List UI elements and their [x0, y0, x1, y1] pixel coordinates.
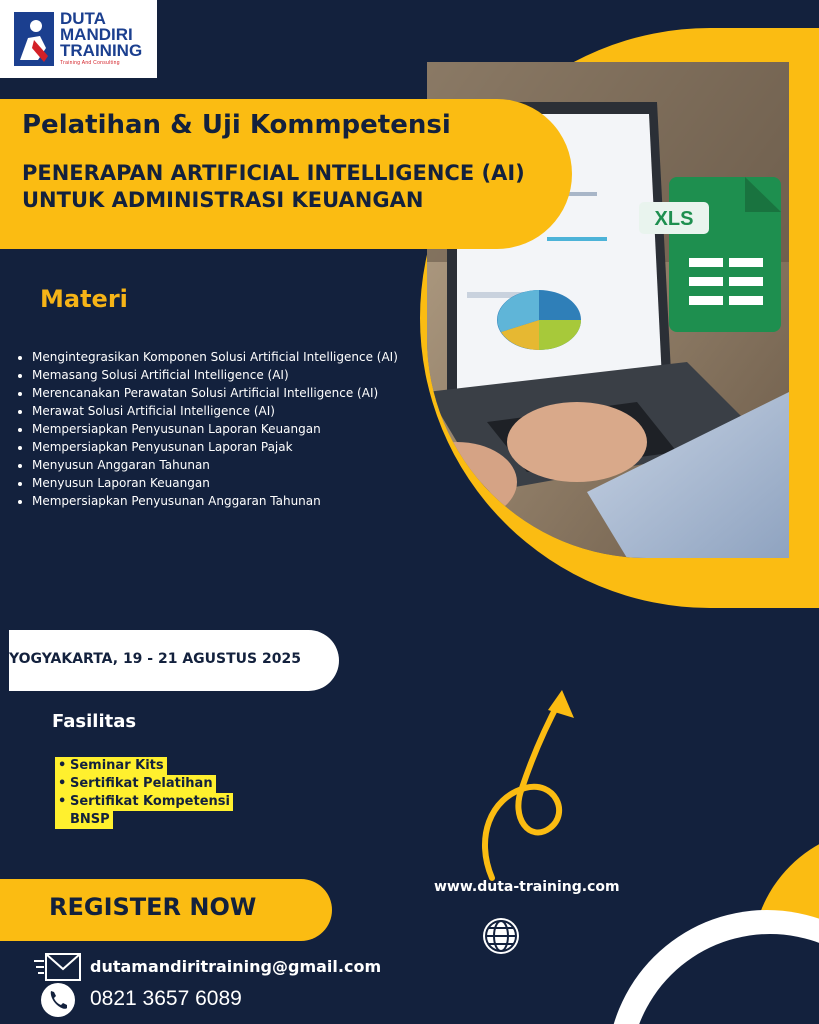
- fasilitas-list: [55, 757, 233, 829]
- list-item: • Menyusun Anggaran Tahunan: [32, 456, 442, 474]
- list-item: • Sertifikat Kompetensi: [55, 793, 233, 811]
- event-location-date: YOGYAKARTA, 19 - 21 AGUSTUS 2025: [9, 651, 301, 667]
- list-item: • Seminar Kits: [55, 757, 167, 775]
- logo-mark-icon: [14, 12, 54, 66]
- materi-heading: Materi: [40, 285, 128, 313]
- list-item: • Mengintegrasikan Komponen Solusi Artificial Intelligence (AI): [32, 348, 442, 366]
- register-label[interactable]: REGISTER NOW: [49, 893, 257, 921]
- xls-label: XLS: [654, 208, 694, 230]
- phone-icon: [40, 982, 76, 1018]
- phone-number[interactable]: 0821 3657 6089: [90, 987, 242, 1010]
- list-item: • Mempersiapkan Penyusunan Anggaran Tahunan: [32, 492, 442, 510]
- materi-list: [14, 348, 442, 510]
- globe-icon: [481, 916, 521, 956]
- envelope-icon: [34, 951, 82, 983]
- list-item: • Menyusun Laporan Keuangan: [32, 474, 442, 492]
- logo-wordmark: DUTA MANDIRI TRAINING: [60, 9, 143, 60]
- curly-arrow-icon: [470, 688, 590, 883]
- list-item: • Merawat Solusi Artificial Intelligence (AI): [32, 402, 442, 420]
- list-item: BNSP: [55, 811, 113, 829]
- list-item: • Mempersiapkan Penyusunan Laporan Keuangan: [32, 420, 442, 438]
- fasilitas-heading: Fasilitas: [52, 711, 137, 732]
- logo-tagline: Training And Consulting: [60, 60, 120, 66]
- list-item: • Sertifikat Pelatihan: [55, 775, 216, 793]
- list-item: • Merencanakan Perawatan Solusi Artificial Intelligence (AI): [32, 384, 442, 402]
- course-subtitle: PENERAPAN ARTIFICIAL INTELLIGENCE (AI) UNTUK ADMINISTRASI KEUANGAN: [22, 161, 525, 212]
- list-item: • Memasang Solusi Artificial Intelligence (AI): [32, 366, 442, 384]
- company-logo: [0, 0, 157, 78]
- page-title: Pelatihan & Uji Kommpetensi: [22, 110, 451, 140]
- website-link[interactable]: www.duta-training.com: [434, 879, 620, 895]
- email-address[interactable]: dutamandiritraining@gmail.com: [90, 957, 382, 976]
- list-item: • Mempersiapkan Penyusunan Laporan Pajak: [32, 438, 442, 456]
